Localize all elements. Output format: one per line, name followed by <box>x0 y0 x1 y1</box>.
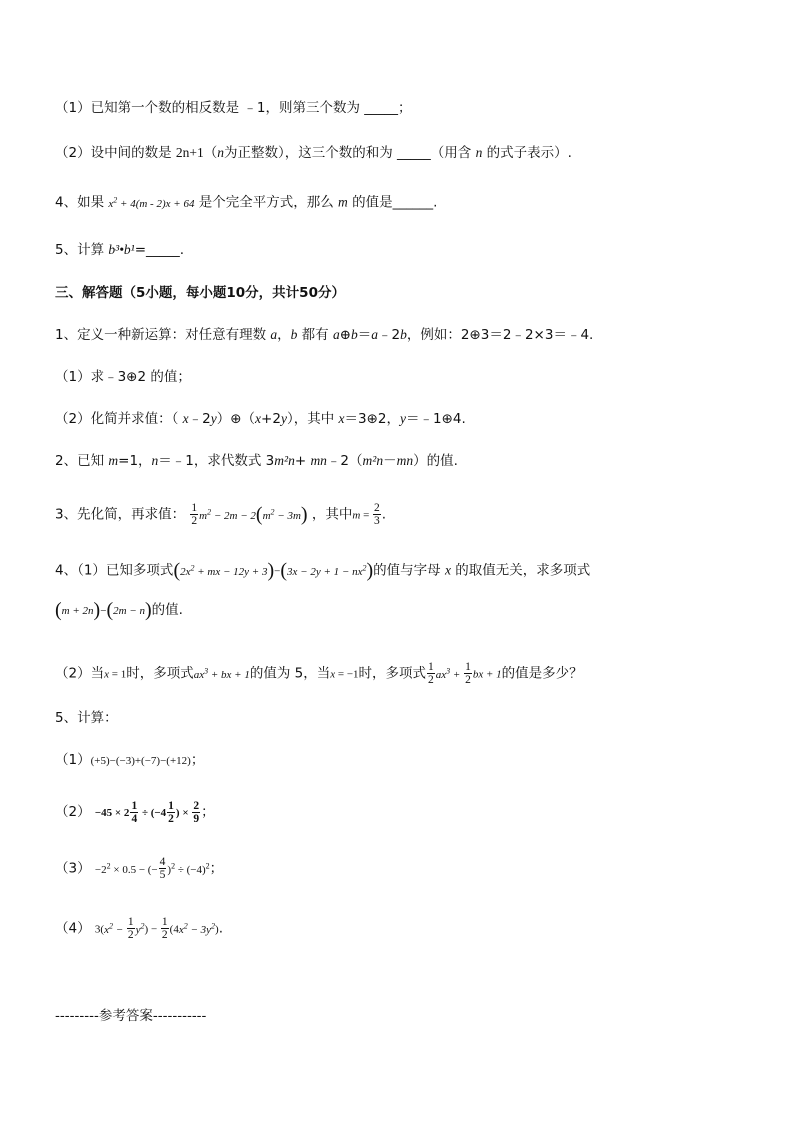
p3-q4-sub2: （2）当x = 1时，多项式$ax^3$ + bx + 1的值为 5，当x = −1时，多项式 $\frac{1}{2}$ $ax^3$ + $\frac{1}{2}$ bx + 1的值是多少？ <box>55 661 583 687</box>
p3-q5-item4: （4） $3(x^2$ − $\frac{1}{2}$ $y^2$) − $\frac{1}{2}$ $(4x^2 - 3y^2)$. <box>55 916 223 942</box>
p3-q5-label: 5、计算： <box>55 710 118 726</box>
p3-q5-item2: （2） −45 × 2 $\frac{1}{4}$ ÷ (−4 $\frac{1}{2}$ ) × $\frac{2}{9}$ ； <box>55 799 215 825</box>
q3-sub2: （2）设中间的数是 2n+1（n为正整数），这三个数的和为 _____（用含 n 的式子表示）. <box>55 145 572 161</box>
fraction-half: $\frac{1}{2}$ <box>191 502 198 528</box>
p3-q5-item3: $(3) -2^2 \times 0.5$ − (− $\frac{4}{5}$ )$^2 \div (-4)^2$； <box>55 856 224 882</box>
q4-perfect-square: 4、如果 $x^2 + 4(m - 2)x + 64$ 是个完全平方式，那么 m 的值是______. <box>55 194 438 211</box>
p3-q4-sub1: 4、（1）已知多项式($2x^2$ + mx − $12y + 3)-(3x - 2y + 1 - nx^2)$的值与字母 x 的取值无关，求多项式 <box>55 559 591 582</box>
p3-q3: 3、先化简，再求值： $\frac{1}{2}$ $m^2 - 2m - 2(m^2 - 3m)$ ，其中m = $\frac{2}{3}$ . <box>55 502 387 528</box>
p3-q1-sub1: （1）求﹣3⊕2 的值； <box>55 369 191 385</box>
p3-q1-intro: 1、定义一种新运算：对任意有理数 a，b 都有 a⊕b＝a﹣2b，例如：2⊕3＝2﹣2×3＝﹣4. <box>55 327 594 343</box>
answer-heading: ---------参考答案----------- <box>55 1008 207 1024</box>
section-heading: 三、解答题（5小题，每小题10分，共计50分） <box>55 285 345 301</box>
p3-q4-line2: (m + 2n)−(2m − n)的值. <box>55 599 183 621</box>
fraction-two-thirds: $\frac{2}{3}$ <box>374 502 380 528</box>
p3-q1-sub2: （2）化简并求值：（ x﹣2y）⊕（x+2y），其中 x＝3⊕2，y＝﹣1⊕4. <box>55 411 466 427</box>
q3-sub1: （1）已知第一个数的相反数是 ﹣1，则第三个数为 _____； <box>55 100 412 116</box>
p3-q5-item1: （1）(+5)−(−3)+(−7)−(+12)； <box>55 752 205 768</box>
p3-q2: 2、已知 m=1，n＝﹣1，求代数式 3m²n+ mn﹣2（m²n－mn）的值. <box>55 453 458 469</box>
q5-compute: 5、计算 b³•b¹=_____. <box>55 242 185 258</box>
q4-expression: $x^2 + 4(m - 2)x + 64$ <box>108 195 195 210</box>
